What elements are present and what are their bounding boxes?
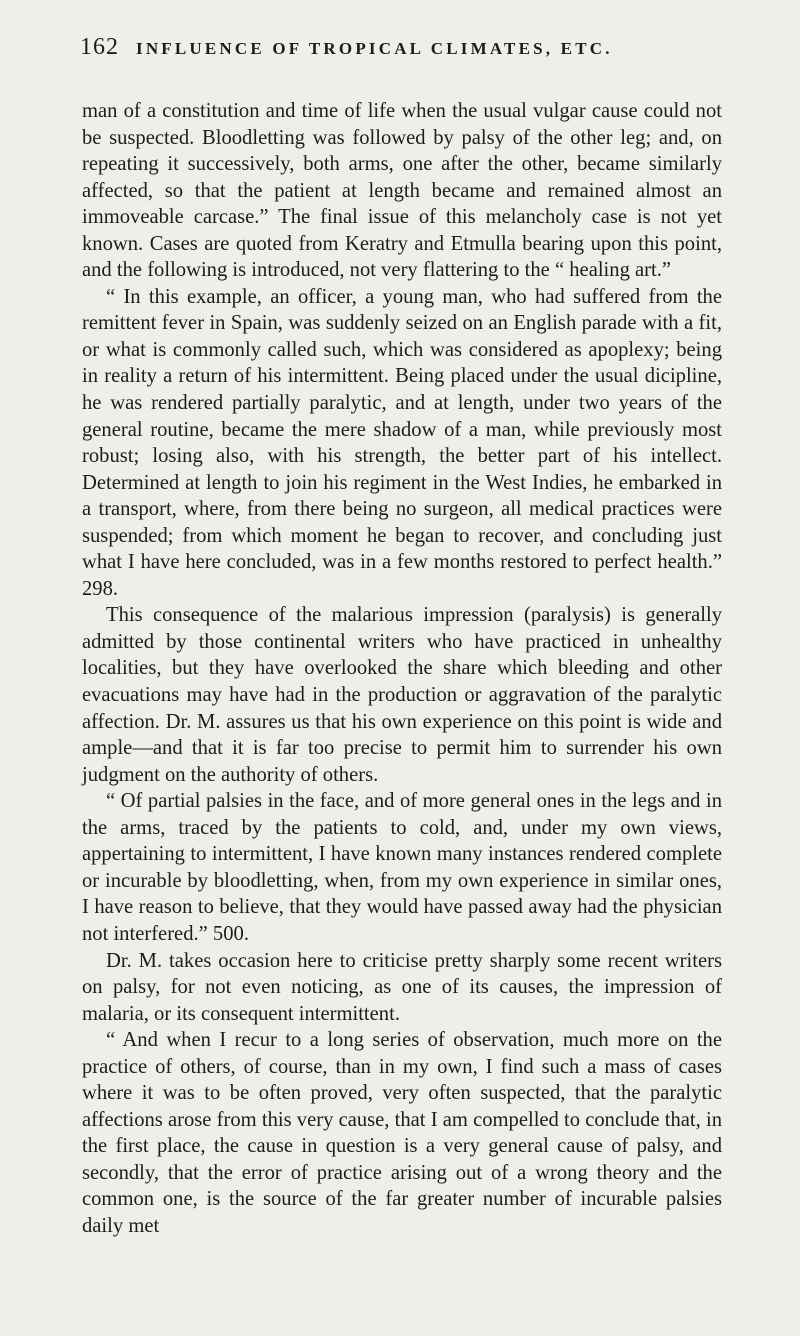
paragraph-continued: man of a constitution and time of life when the usual vulgar cause could not be suspected. Bloodletting was followed by palsy of the other leg; and, on repeating it successively, both arms, one after the other, became similarly affected, so that the patient at length became and remained almost an immoveable carcase.” The final issue of this melancholy case is not yet known. Cases are quoted from Keratry and Etmulla bearing upon this point, and the following is introduced, not very flattering to the “ healing art.” xyxy=(82,100,722,282)
paragraph-officer-quote: “ In this example, an officer, a young man, who had suffered from the remittent fever in Spain, was suddenly seized on an English parade with a fit, or what is commonly called such, which was considered as apoplexy; being in reality a return of his intermittent. Being placed under the usual dicipline, he was rendered partially paralytic, and at length, under two years of the general routine, became the mere shadow of a man, while previously most robust; losing also, with his strength, the better part of his intellect. Determined at length to join his regiment in the West Indies, he embarked in a transport, where, from there being no surgeon, all medical practices were suspended; from which moment he began to recover, and concluding just what I have here concluded, was in a few months restored to perfect health.” 298. xyxy=(82,285,722,600)
running-head xyxy=(82,34,722,70)
running-title: INFLUENCE OF TROPICAL CLIMATES, ETC. xyxy=(136,39,613,58)
paragraph-criticism: Dr. M. takes occasion here to criticise pretty sharply some recent writers on palsy, for not even noticing, as one of its causes, the impression of malaria, or its consequent intermittent. xyxy=(82,949,722,1025)
paragraph-long-series-quote: “ And when I recur to a long series of observation, much more on the practice of others, of course, than in my own, I find such a mass of cases where it was to be often proved, very often suspected, that the paralytic affections arose from this very cause, that I am compelled to conclude that, in the first place, the cause in question is a very general cause of palsy, and secondly, that the error of practice arising out of a wrong theory and the common one, is the source of the far greater number of incurable palsies daily met xyxy=(82,1029,722,1237)
body-text xyxy=(82,98,722,1240)
paragraph-malarious-impression: This consequence of the malarious impression (paralysis) is generally admitted by those continental writers who have practiced in unhealthy localities, but they have overlooked the share which bleeding and other evacuations may have had in the production or aggravation of the paralytic affection. Dr. M. assures us that his own experience on this point is wide and ample—and that it is far too precise to permit him to surrender his own judgment on the authority of others. xyxy=(82,604,722,786)
page-number: 162 xyxy=(80,34,119,60)
paragraph-partial-palsies-quote: “ Of partial palsies in the face, and of more general ones in the legs and in the arms, traced by the patients to cold, and, under my own views, appertaining to intermittent, I have known many instances rendered complete or incurable by bloodletting, when, from my own experience in similar ones, I have reason to believe, that they would have passed away had the physician not interfered.” 500. xyxy=(82,790,722,945)
